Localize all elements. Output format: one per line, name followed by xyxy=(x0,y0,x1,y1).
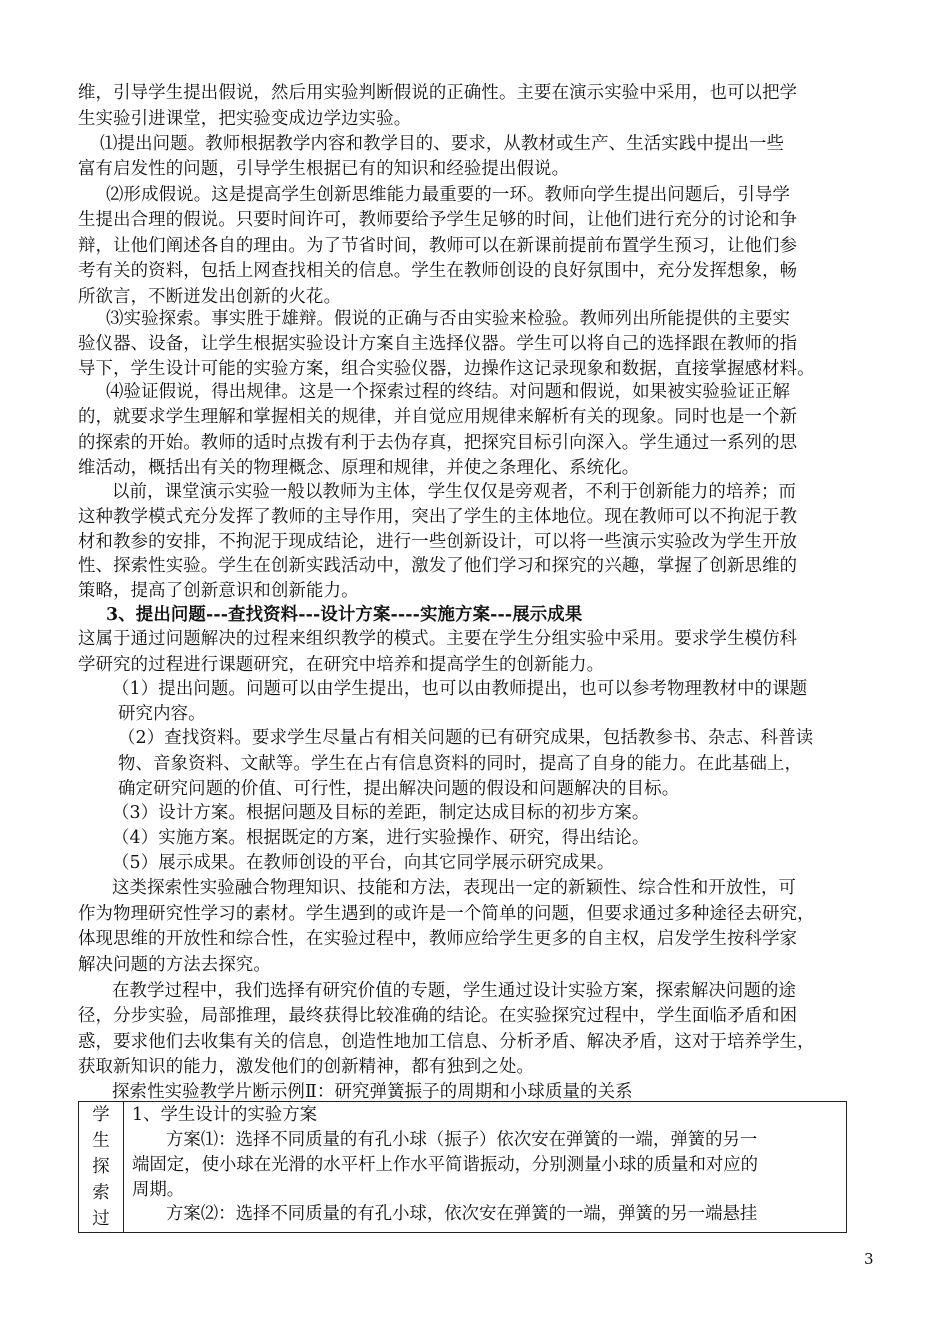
table-line: 周期。 xyxy=(132,1180,185,1200)
text-line: （2）查找资料。要求学生尽量占有相关问题的已有研究成果，包括教参书、杂志、科普读 xyxy=(118,728,814,748)
example-table xyxy=(78,1101,847,1233)
text-line: 所欲言，不断迸发出创新的火花。 xyxy=(78,287,342,307)
text-line: 获取新知识的能力，激发他们的创新精神，都有独到之处。 xyxy=(78,1057,535,1077)
text-line: 研究内容。 xyxy=(118,704,206,724)
label-char: 探 xyxy=(92,1157,110,1177)
text-line: 这属于通过问题解决的过程来组织教学的模式。主要在学生分组实验中采用。要求学生模仿科 xyxy=(78,629,798,649)
label-char: 学 xyxy=(92,1105,110,1125)
text-line: 体现思维的开放性和综合性，在实验过程中，教师应给学生更多的自主权，启发学生按科学家 xyxy=(78,929,798,949)
text-line: 这种教学模式充分发挥了教师的主导作用，突出了学生的主体地位。现在教师可以不拘泥于教 xyxy=(78,507,798,527)
text-line: ⑵形成假说。这是提高学生创新思维能力最重要的一环。教师向学生提出问题后，引导学 xyxy=(106,185,791,205)
text-line: 考有关的资料，包括上网查找相关的信息。学生在教师创设的良好氛围中，充分发挥想象，畅 xyxy=(78,261,798,281)
text-line: 维，引导学生提出假说，然后用实验判断假说的正确性。主要在演示实验中采用，也可以把学 xyxy=(78,83,798,103)
table-line: 方案⑵：选择不同质量的有孔小球，依次安在弹簧的一端，弹簧的另一端悬挂 xyxy=(166,1204,758,1224)
section-heading: 3、提出问题---查找资料---设计方案----实施方案---展示成果 xyxy=(106,605,583,625)
text-line: 材和教参的安排，不拘泥于现成结论，进行一些创新设计，可以将一些演示实验改为学生开放 xyxy=(78,532,798,552)
text-line: 解决问题的方法去探究。 xyxy=(78,955,271,975)
text-line: 以前，课堂演示实验一般以教师为主体，学生仅仅是旁观者，不利于创新能力的培养；而 xyxy=(112,482,797,502)
text-line: 富有启发性的问题，引导学生根据已有的知识和经验提出假说。 xyxy=(78,159,570,179)
text-line: （4）实施方案。根据既定的方案，进行实验操作、研究，得出结论。 xyxy=(112,828,650,848)
text-line: 生实验引进课堂，把实验变成边学边实验。 xyxy=(78,109,412,129)
text-line: 维活动，概括出有关的物理概念、原理和规律，并使之条理化、系统化。 xyxy=(78,458,640,478)
text-line: 物、音象资料、文献等。学生在占有信息资料的同时，提高了自身的能力。在此基础上， xyxy=(118,754,803,774)
table-label-cell xyxy=(79,1102,124,1233)
text-line: 的，就要求学生理解和掌握相关的规律，并自觉应用规律来解析有关的现象。同时也是一个新 xyxy=(78,407,798,427)
text-line: ⑷验证假说，得出规律。这是一个探索过程的终结。对问题和假说，如果被实验验证正解 xyxy=(106,382,791,402)
text-line: 导下，学生设计可能的实验方案，组合实验仪器，边操作这记录现象和数据，直接掌握感材料。 xyxy=(78,359,815,379)
table-content-cell xyxy=(124,1102,847,1233)
label-char: 生 xyxy=(92,1131,110,1151)
text-line: 惑，要求他们去收集有关的信息，创造性地加工信息、分析矛盾、解决矛盾，这对于培养学生， xyxy=(78,1032,815,1052)
table-line: 方案⑴：选择不同质量的有孔小球（振子）依次安在弹簧的一端，弹簧的另一 xyxy=(166,1130,758,1150)
table-line: 1、学生设计的实验方案 xyxy=(132,1105,317,1125)
text-line: 在教学过程中，我们选择有研究价值的专题，学生通过设计实验方案，探索解决问题的途 xyxy=(112,981,797,1001)
text-line: ⑴提出问题。教师根据教学内容和教学目的、要求，从教材或生产、生活实践中提出一些 xyxy=(100,134,785,154)
text-line: （3）设计方案。根据问题及目标的差距，制定达成目标的初步方案。 xyxy=(112,803,650,823)
text-line: 辩，让他们阐述各自的理由。为了节省时间，教师可以在新课前提前布置学生预习，让他们参 xyxy=(78,236,798,256)
text-line: 学研究的过程进行课题研究，在研究中培养和提高学生的创新能力。 xyxy=(78,655,605,675)
text-line: 作为物理研究性学习的素材。学生遇到的或许是一个简单的问题，但要求通过多种途径去研究， xyxy=(78,904,815,924)
text-line: 这类探索性实验融合物理知识、技能和方法，表现出一定的新颖性、综合性和开放性，可 xyxy=(112,878,797,898)
text-line: （5）展示成果。在教师创设的平台，向其它同学展示研究成果。 xyxy=(112,853,615,873)
text-line: 验仪器、设备，让学生根据实验设计方案自主选择仪器。学生可以将自己的选择跟在教师的指 xyxy=(78,334,798,354)
text-line: 确定研究问题的价值、可行性，提出解决问题的假设和问题解决的目标。 xyxy=(118,779,680,799)
text-line: 生提出合理的假说。只要时间许可，教师要给予学生足够的时间，让他们进行充分的讨论和争 xyxy=(78,210,798,230)
text-line: （1）提出问题。问题可以由学生提出，也可以由教师提出，也可以参考物理教材中的课题 xyxy=(112,679,808,699)
table-line: 端固定，使小球在光滑的水平杆上作水平简谐振动，分别测量小球的质量和对应的 xyxy=(132,1155,759,1175)
label-char: 过 xyxy=(92,1209,110,1229)
text-line: ⑶实验探索。事实胜于雄辩。假说的正确与否由实验来检验。教师列出所能提供的主要实 xyxy=(106,309,791,329)
text-line: 径，分步实验，局部推理，最终获得比较准确的结论。在实验探究过程中，学生面临矛盾和困 xyxy=(78,1006,798,1026)
text-line: 性、探索性实验。学生在创新实践活动中，激发了他们学习和探究的兴趣，掌握了创新思维的 xyxy=(78,556,798,576)
example-caption: 探索性实验教学片断示例Ⅱ：研究弹簧振子的周期和小球质量的关系 xyxy=(112,1082,633,1102)
page-number: 3 xyxy=(864,1250,874,1268)
text-line: 策略，提高了创新意识和创新能力。 xyxy=(78,581,359,601)
label-char: 索 xyxy=(92,1183,110,1203)
text-line: 的探索的开始。教师的适时点拨有利于去伪存真，把探究目标引向深入。学生通过一系列的思 xyxy=(78,433,798,453)
